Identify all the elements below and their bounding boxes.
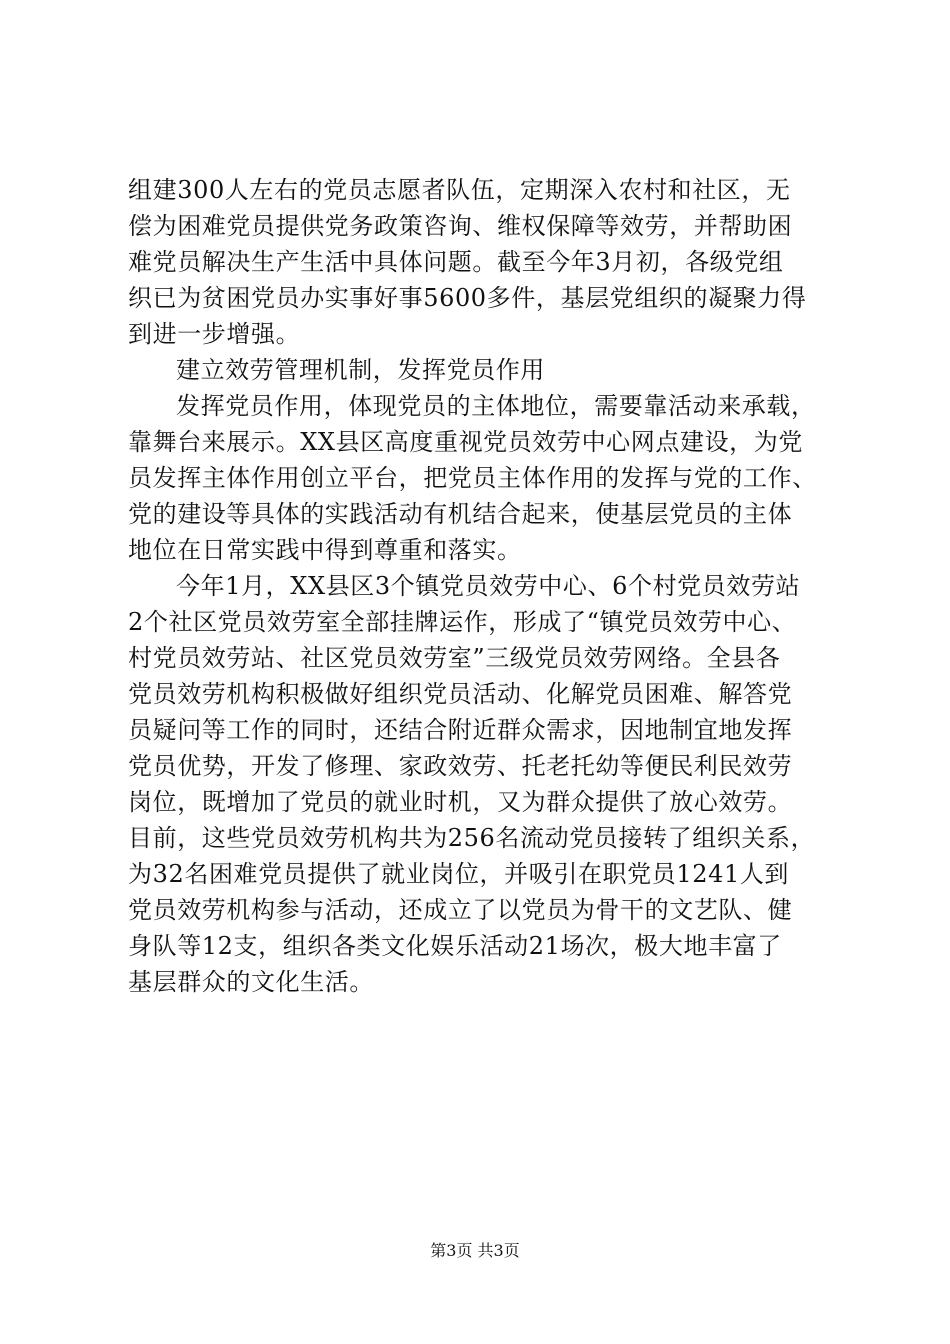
text-line: 到进一步增强。 xyxy=(128,320,301,348)
text-line: 难党员解决生产生活中具体问题。截至今年3月初，各级党组 xyxy=(128,248,784,276)
text-line: 党员效劳机构参与活动，还成立了以党员为骨干的文艺队、健 xyxy=(128,896,793,924)
section-heading: 建立效劳管理机制，发挥党员作用 xyxy=(176,356,545,384)
text-line: 员疑问等工作的同时，还结合附近群众需求，因地制宜地发挥 xyxy=(128,716,793,744)
text-line: 组建300人左右的党员志愿者队伍，定期深入农村和社区，无 xyxy=(128,176,791,204)
text-line: 基层群众的文化生活。 xyxy=(128,968,374,996)
text-line: 身队等12支，组织各类文化娱乐活动21场次，极大地丰富了 xyxy=(128,932,782,960)
text-line: 靠舞台来展示。XX县区高度重视党员效劳中心网点建设，为党 xyxy=(128,428,803,456)
page-number-footer: 第3页 共3页 xyxy=(430,1241,520,1260)
text-line: 地位在日常实践中得到尊重和落实。 xyxy=(128,536,522,564)
text-line: 织已为贫困党员办实事好事5600多件，基层党组织的凝聚力得 xyxy=(128,284,807,312)
text-line: 为32名困难党员提供了就业岗位，并吸引在职党员1241人到 xyxy=(128,860,790,888)
text-line: 党的建设等具体的实践活动有机结合起来，使基层党员的主体 xyxy=(128,500,793,528)
text-line: 今年1月，XX县区3个镇党员效劳中心、6个村党员效劳站 xyxy=(176,572,801,600)
text-line: 发挥党员作用，体现党员的主体地位，需要靠活动来承载， xyxy=(176,392,816,420)
text-line: 偿为困难党员提供党务政策咨询、维权保障等效劳，并帮助困 xyxy=(128,212,793,240)
text-line: 目前，这些党员效劳机构共为256名流动党员接转了组织关系， xyxy=(128,824,816,852)
text-line: 党员优势，开发了修理、家政效劳、托老托幼等便民利民效劳 xyxy=(128,752,793,780)
text-line: 村党员效劳站、社区党员效劳室”三级党员效劳网络。全县各 xyxy=(128,644,781,672)
text-line: 党员效劳机构积极做好组织党员活动、化解党员困难、解答党 xyxy=(128,680,793,708)
text-line: 2个社区党员效劳室全部挂牌运作，形成了“镇党员效劳中心、 xyxy=(128,608,797,636)
text-line: 岗位，既增加了党员的就业时机，又为群众提供了放心效劳。 xyxy=(128,788,793,816)
body-text xyxy=(128,172,840,1000)
text-line: 员发挥主体作用创立平台，把党员主体作用的发挥与党的工作、 xyxy=(128,464,817,492)
